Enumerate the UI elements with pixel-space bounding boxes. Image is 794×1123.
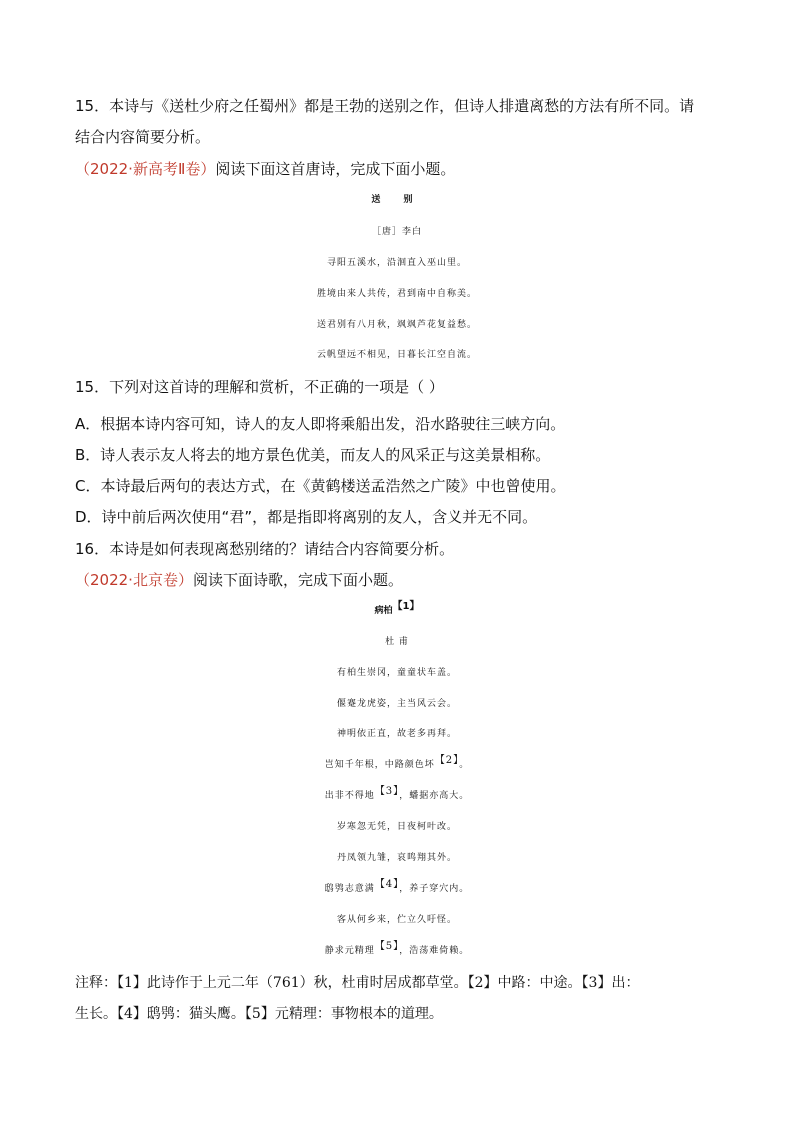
section1-instruction: 阅读下面这首唐诗，完成下面小题。 [215,160,456,178]
q15-analysis-line1: 15．本诗与《送杜少府之任蜀州》都是王勃的送别之作，但诗人排遣离愁的方法有所不同。请 [75,97,695,115]
footnote-ref: 【3】 [374,786,400,797]
section2-poem-line: 岁寒忽无凭，日夜柯叶改。 [336,822,457,832]
option-d: D．诗中前后两次使用“君”，都是指即将离别的友人，含义并无不同。 [75,508,538,526]
section2-poem-line: 岂知千年根，中路颜色坏$^{【2】}$。 [324,755,470,770]
poem-title-text: 病柏 [374,606,393,616]
notes-line2: 生长。【4】鸱鸮：猫头鹰。【5】元精理：事物根本的道理。 [75,1006,443,1022]
section2-poem-author: 杜 甫 [385,637,409,647]
section1-poem-line: 寻阳五溪水，沿洄直入巫山里。 [326,258,467,268]
question-16: 16．本诗是如何表现离愁别绪的？请结合内容简要分析。 [75,540,455,558]
section2-source: （2022·北京卷） [75,571,193,589]
section1-poem-line: 送君别有八月秋，飒飒芦花复益愁。 [316,320,477,330]
option-b: B．诗人表示友人将去的地方景色优美，而友人的风采正与这美景相称。 [75,446,551,464]
section1-poem-line: 云帆望远不相见，日暮长江空自流。 [316,350,477,360]
section1-header [75,159,455,179]
section2-poem-line: 出非不得地$^{【3】}$，蟠据亦高大。 [324,786,470,801]
footnote-ref: 【1】 [392,601,420,612]
option-a: A．根据本诗内容可知，诗人的友人即将乘船出发，沿水路驶往三峡方向。 [75,415,566,433]
question-15: 15．下列对这首诗的理解和赏析，不正确的一项是（ ） [75,378,444,396]
footnote-ref: 【5】 [374,941,400,952]
footnote-ref: 【2】 [434,755,460,766]
section1-poem-title: 送 别 [371,195,423,205]
option-c: C．本诗最后两句的表达方式，在《黄鹤楼送孟浩然之广陵》中也曾使用。 [75,477,566,495]
section2-poem-line: 静求元精理$^{【5】}$，浩荡难倚赖。 [324,941,470,956]
section2-poem-line: 客从何乡来，伫立久吁怪。 [336,915,457,925]
section2-header [75,570,403,590]
q15-analysis-line2: 结合内容简要分析。 [75,128,211,146]
section1-poem-author: ［唐］李白 [371,227,422,237]
section1-source: （2022·新高考Ⅱ卷） [75,160,216,178]
section1-poem-line: 胜境由来人共传，君到南中自称美。 [316,289,477,299]
section2-poem-title [0,601,794,621]
section2-poem-line: 偃蹇龙虎姿，主当风云会。 [336,699,457,709]
section2-instruction: 阅读下面诗歌，完成下面小题。 [192,571,403,589]
section2-poem-line: 丹凤领九雏，哀鸣翔其外。 [336,853,457,863]
section2-poem-line: 有柏生崇冈，童童状车盖。 [336,668,457,678]
section2-poem-line: 鸱鸮志意满$^{【4】}$，养子穿穴内。 [324,879,470,894]
notes-line1: 注释：【1】此诗作于上元二年（761）秋，杜甫时居成都草堂。【2】中路：中途。【3】出： [75,975,640,991]
section2-poem-line: 神明依正直，故老多再拜。 [336,729,457,739]
footnote-ref: 【4】 [374,879,400,890]
